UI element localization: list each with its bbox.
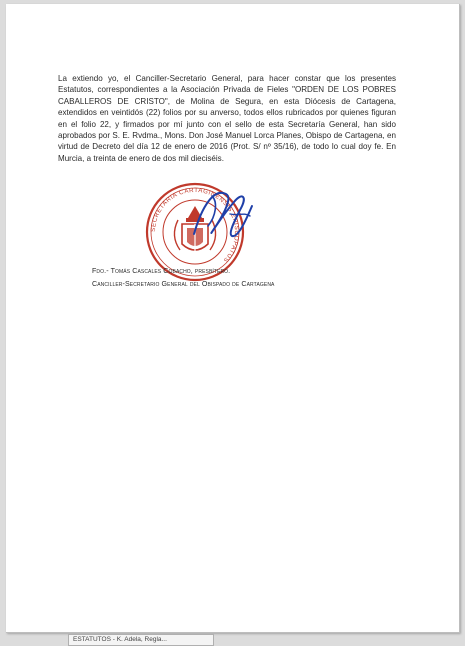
certification-paragraph: La extiendo yo, el Canciller-Secretario General, para hacer constar que los presentes Estatutos, correspondientes a la Asociación Privada de Fieles "ORDEN DE LOS POBRES CABALLEROS DE CRISTO", de Molina de Segura, en esta Diócesis de Cartagena, extendidos en veintidós (22) folios por su anverso, todos ellos rubricados por quienes figuran en el folio 22, y firmados por mí junto con el sello de esta Secretaría General, han sido aprobados por S. E. Rvdma., Mons. Don José Manuel Lorca Planes, Obispo de Cartagena, en virtud de Decreto del día 12 de enero de 2016 (Prot. S/ nº 35/16), de todo lo cual doy fe. En Murcia, a treinta de enero de dos mil dieciséis. (58, 74, 396, 163)
signer-name: Fdo.- Tomás Cascales Cobacho, presbítero. (92, 267, 231, 275)
seal-text: SECRETARIA CARTAGINENSIS EPISCOPATUS (149, 186, 241, 264)
document-page (6, 4, 460, 633)
document-tab[interactable]: ESTATUTOS - K. Adela, Regla... (68, 634, 214, 646)
handwritten-signature (182, 176, 262, 256)
signer-title: Canciller-Secretario General del Obispado de Cartagena (92, 280, 275, 288)
